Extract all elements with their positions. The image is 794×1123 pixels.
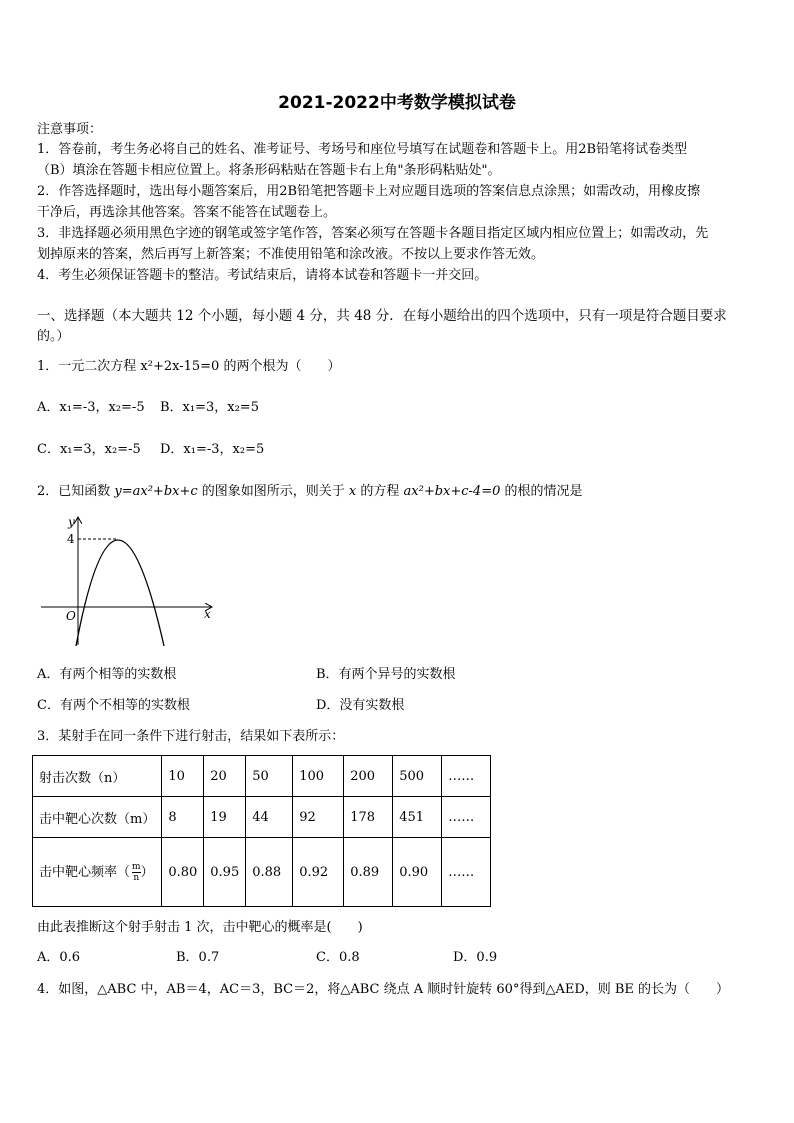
notice-line: 1．答卷前，考生务必将自己的姓名、准考证号、考场号和座位号填写在试题卷和答题卡上。用2B铅笔将试卷类型	[37, 142, 688, 157]
table-cell: 200	[344, 756, 393, 797]
table-cell: 19	[204, 797, 246, 838]
q2-option-c[interactable]: C．有两个不相等的实数根	[37, 698, 190, 713]
table-cell: 451	[393, 797, 442, 838]
table-cell: 92	[293, 797, 344, 838]
table-cell: 射击次数（n）	[33, 756, 162, 797]
table-cell: 10	[162, 756, 204, 797]
section-heading: 一、选择题（本大题共 12 个小题，每小题 4 分，共 48 分．在每小题给出的四个选项中，只有一项是符合题目要求	[37, 308, 727, 324]
table-cell: 0.90	[393, 838, 442, 907]
table-cell: ……	[442, 838, 491, 907]
q2-option-b[interactable]: B．有两个异号的实数根	[316, 667, 456, 682]
q1-option-a[interactable]: A．x₁=-3，x₂=-5	[37, 400, 145, 415]
max-value-label: 4	[67, 532, 75, 546]
table-row	[33, 756, 491, 797]
table-cell: 8	[162, 797, 204, 838]
q3-results-table	[32, 755, 491, 907]
table-cell: 500	[393, 756, 442, 797]
q3-stem: 3．某射手在同一条件下进行射击，结果如下表所示：	[37, 729, 345, 744]
section-heading-cont: 的。）	[37, 329, 70, 344]
q2-function: y=ax²+bx+c	[114, 484, 198, 499]
notice-line: 3．非选择题必须用黑色字迹的钢笔或签字笔作答，答案必须写在答题卡各题目指定区域内相应位置上；如需改动，先	[37, 226, 709, 241]
q3-option-b[interactable]: B．0.7	[176, 950, 220, 965]
table-cell: 0.92	[293, 838, 344, 907]
q2-option-a[interactable]: A．有两个相等的实数根	[37, 667, 177, 682]
q1-option-b[interactable]: B．x₁=3，x₂=5	[160, 400, 259, 415]
table-cell: 50	[246, 756, 293, 797]
notice-line: 干净后，再选涂其他答案。答案不能答在试题卷上。	[37, 205, 337, 220]
x-axis-label: x	[204, 607, 211, 621]
q2-stem: 2．已知函数 y=ax²+bx+c 的图象如图所示，则关于 x 的方程 ax²+bx+c-4=0 的根的情况是	[37, 484, 583, 499]
q2-parabola-graph	[36, 512, 221, 652]
q1-stem: 1．一元二次方程 x²+2x-15=0 的两个根为（ ）	[37, 359, 341, 374]
page-title: 2021-2022中考数学模拟试卷	[278, 93, 516, 113]
table-cell: 0.80	[162, 838, 204, 907]
table-cell: 击中靶心次数（m）	[33, 797, 162, 838]
notice-line: 4．考生必须保证答题卡的整洁。考试结束后，请将本试卷和答题卡一并交回。	[37, 268, 488, 283]
table-cell: 0.95	[204, 838, 246, 907]
frequency-fraction: $\frac{m}{n}$	[132, 862, 141, 883]
q3-option-a[interactable]: A．0.6	[37, 950, 81, 965]
table-cell: 20	[204, 756, 246, 797]
q3-question: 由此表推断这个射手射击 1 次，击中靶心的概率是( )	[37, 920, 363, 935]
table-cell: 0.89	[344, 838, 393, 907]
q4-stem: 4．如图，△ABC 中，AB＝4，AC＝3，BC＝2，将△ABC 绕点 A 顺时针旋转 60°得到△AED，则 BE 的长为（ ）	[37, 982, 730, 997]
table-row	[33, 838, 491, 907]
q2-equation: ax²+bx+c-4=0	[403, 484, 501, 499]
notice-line: 划掉原来的答案，然后再写上新答案；不准使用铅笔和涂改液。不按以上要求作答无效。	[37, 247, 545, 262]
table-row	[33, 797, 491, 838]
q3-option-c[interactable]: C．0.8	[316, 950, 360, 965]
table-cell: 44	[246, 797, 293, 838]
q1-option-d[interactable]: D．x₁=-3，x₂=5	[160, 442, 265, 457]
notice-heading: 注意事项：	[37, 122, 103, 137]
table-cell: 击中靶心频率（ $\frac{m}{n}$ ）	[33, 838, 162, 907]
table-cell: 100	[293, 756, 344, 797]
notice-line: 2．作答选择题时，选出每小题答案后，用2B铅笔把答题卡上对应题目选项的答案信息点涂黑；如需改动，用橡皮擦	[37, 184, 701, 199]
y-axis-label: y	[68, 515, 75, 529]
table-cell: 178	[344, 797, 393, 838]
q3-option-d[interactable]: D．0.9	[453, 950, 498, 965]
q1-option-c[interactable]: C．x₁=3，x₂=-5	[37, 442, 141, 457]
table-cell: ……	[442, 756, 491, 797]
table-cell: ……	[442, 797, 491, 838]
parabola-curve	[76, 540, 164, 646]
notice-line: （B）填涂在答题卡相应位置上。将条形码粘贴在答题卡右上角"条形码粘贴处"。	[37, 163, 501, 178]
origin-label: O	[66, 609, 76, 623]
q2-option-d[interactable]: D．没有实数根	[316, 698, 405, 713]
table-cell: 0.88	[246, 838, 293, 907]
